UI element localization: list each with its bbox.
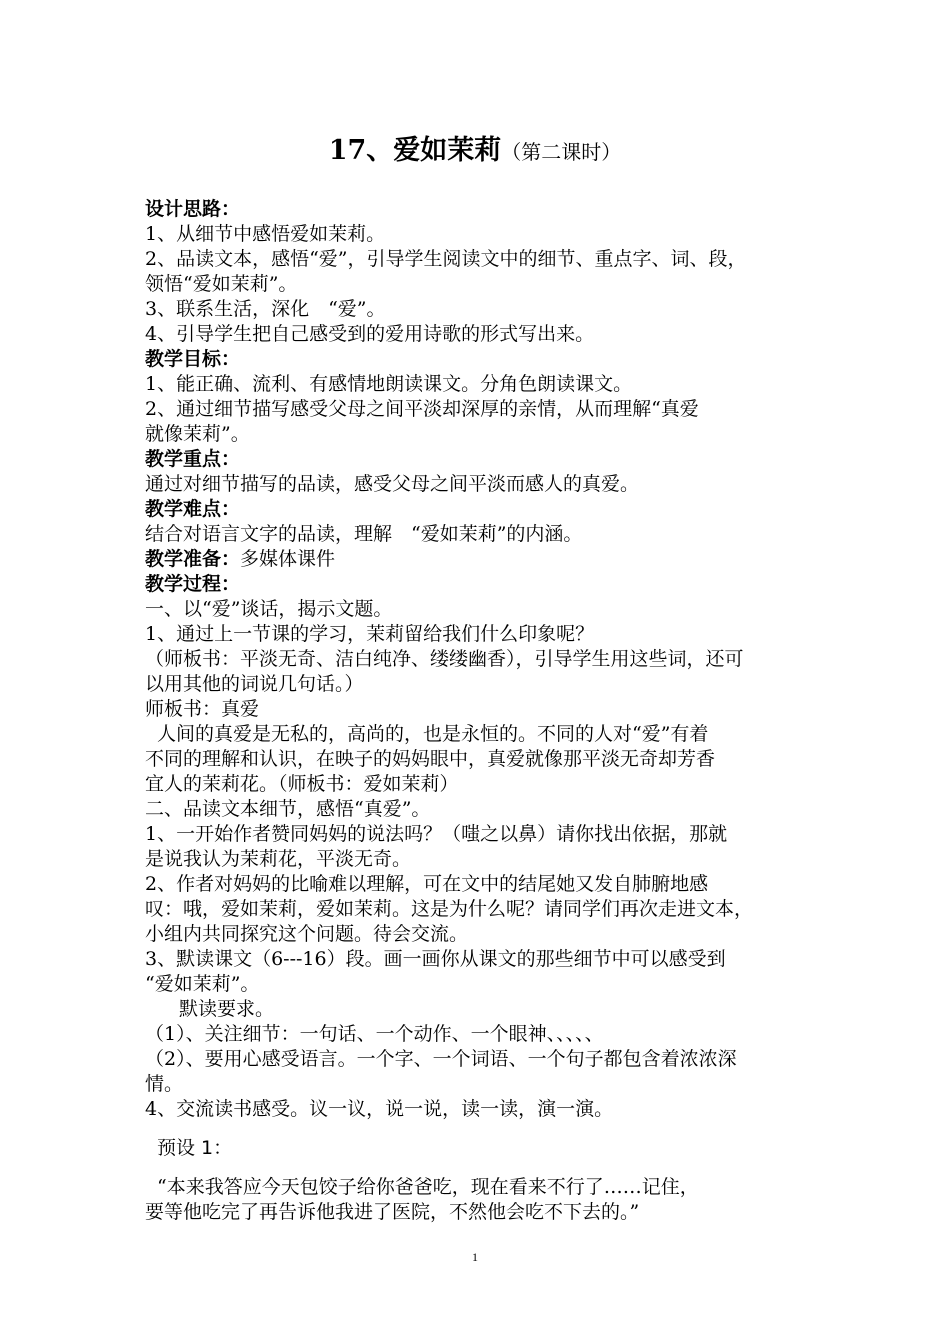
- requirement-1: （1）、关注细节：一句话、一个动作、一个眼神、、、、、: [145, 1023, 604, 1045]
- title-main: 17、爱如茉莉: [328, 135, 502, 166]
- design-item-2b: 领悟“爱如茉莉”。: [145, 273, 298, 295]
- process-line-7a: 1、一开始作者赞同妈妈的说法吗？（嗤之以鼻）请你找出依据，那就: [145, 823, 728, 845]
- title-subtitle: （第二课时）: [501, 140, 622, 164]
- process-heading: 教学过程：: [145, 573, 241, 595]
- process-line-5c: 宜人的茉莉花。（师板书：爱如茉莉）: [145, 773, 459, 795]
- requirement-2a: （2）、要用心感受语言。一个字、一个词语、一个句子都包含着浓浓深: [145, 1048, 737, 1070]
- design-item-4: 4、引导学生把自己感受到的爱用诗歌的形式写出来。: [145, 323, 595, 345]
- process-line-7b: 是说我认为茉莉花，平淡无奇。: [145, 848, 412, 870]
- goal-heading: 教学目标：: [145, 348, 241, 370]
- quote-line-b: 要等他吃完了再告诉他我进了医院，不然他会吃不下去的。”: [145, 1201, 640, 1223]
- process-line-5b: 不同的理解和认识，在映子的妈妈眼中，真爱就像那平淡无奇却芳香: [145, 748, 716, 770]
- difficulty-heading: 教学难点：: [145, 498, 241, 520]
- lesson-title: [0, 131, 950, 172]
- process-line-1: 一、以“爱”谈话，揭示文题。: [145, 598, 393, 620]
- process-line-3a: （师板书：平淡无奇、洁白纯净、缕缕幽香），引导学生用这些词，还可: [145, 648, 744, 670]
- page-number: 1: [472, 1250, 478, 1264]
- process-line-6: 二、品读文本细节，感悟“真爱”。: [145, 798, 431, 820]
- design-item-1: 1、从细节中感悟爱如茉莉。: [145, 223, 386, 245]
- design-item-3: 3、联系生活，深化 “爱”。: [145, 298, 386, 320]
- design-item-2a: 2、品读文本，感悟“爱”，引导学生阅读文中的细节、重点字、词、段，: [145, 248, 747, 270]
- quote-line-a: “本来我答应今天包饺子给你爸爸吃，现在看来不行了……记住，: [157, 1176, 699, 1198]
- difficulty-text: 结合对语言文字的品读，理解 “爱如茉莉”的内涵。: [145, 523, 583, 545]
- key-heading: 教学重点：: [145, 448, 241, 470]
- prep-line: [145, 547, 810, 572]
- requirement-2b: 情。: [145, 1073, 184, 1095]
- process-line-8b: 叹：哦，爱如茉莉，爱如茉莉。这是为什么呢？请同学们再次走进文本，: [145, 898, 754, 920]
- goal-item-2a: 2、通过细节描写感受父母之间平淡却深厚的亲情，从而理解“真爱: [145, 398, 699, 420]
- preset-1-label: 预设 1：: [157, 1137, 233, 1159]
- goal-item-2b: 就像茉莉”。: [145, 423, 250, 445]
- goal-item-1: 1、能正确、流利、有感情地朗读课文。分角色朗读课文。: [145, 373, 633, 395]
- design-heading: 设计思路：: [145, 198, 241, 220]
- process-line-8c: 小组内共同探究这个问题。待会交流。: [145, 923, 469, 945]
- prep-heading: 教学准备：: [145, 548, 241, 570]
- process-line-4: 师板书：真爱: [145, 698, 260, 720]
- process-line-5a: 人间的真爱是无私的，高尚的，也是永恒的。不同的人对“爱”有着: [157, 723, 709, 745]
- prep-text: 多媒体课件: [240, 548, 336, 570]
- process-line-2: 1、通过上一节课的学习，茉莉留给我们什么印象呢？: [145, 623, 595, 645]
- process-line-13: 4、交流读书感受。议一议，说一说，读一读，演一演。: [145, 1098, 614, 1120]
- key-text: 通过对细节描写的品读，感受父母之间平淡而感人的真爱。: [145, 473, 640, 495]
- lesson-body: [145, 197, 810, 1225]
- process-line-3b: 以用其他的词说几句话。）: [145, 673, 364, 695]
- process-line-9b: “爱如茉莉”。: [145, 973, 260, 995]
- process-line-9a: 3、默读课文（6---16）段。画一画你从课文的那些细节中可以感受到: [145, 948, 726, 970]
- reading-requirement: 默读要求。: [179, 998, 275, 1020]
- process-line-8a: 2、作者对妈妈的比喻难以理解，可在文中的结尾她又发自肺腑地感: [145, 873, 709, 895]
